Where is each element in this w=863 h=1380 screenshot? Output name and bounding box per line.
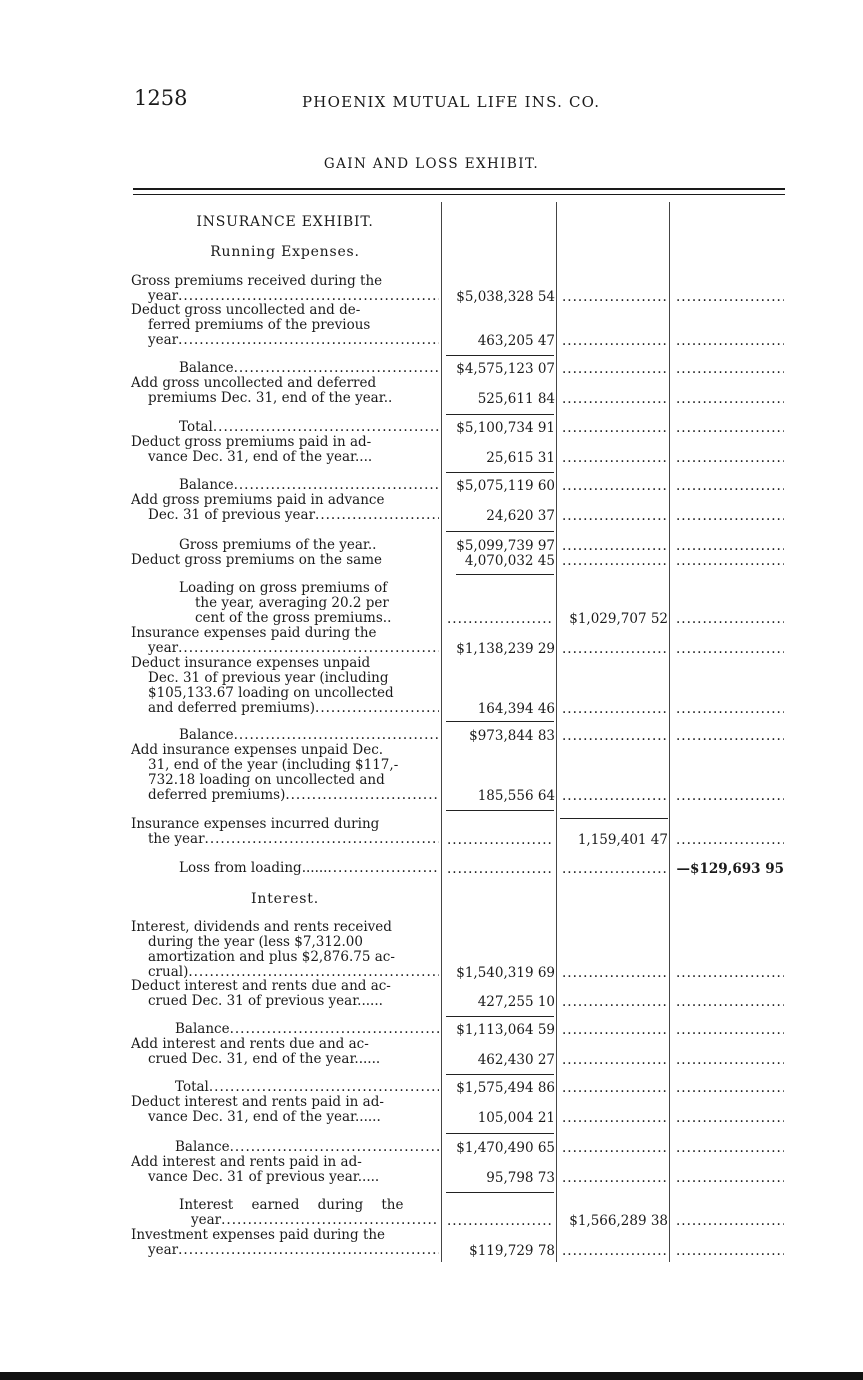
amount-cell: 427,255 10 — [477, 994, 555, 1010]
leader-dots — [676, 538, 784, 554]
row-label — [131, 920, 439, 980]
leader-dots — [562, 861, 666, 877]
amount-cell: 105,004 21 — [477, 1110, 555, 1126]
row-label-line: Insurance expenses paid during the — [131, 626, 377, 641]
amount-cell: 25,615 31 — [486, 450, 555, 466]
row-label-line: Add interest and rents paid in ad- — [131, 1155, 362, 1170]
leader-dots — [562, 333, 666, 349]
interest-heading: Interest. — [251, 891, 319, 907]
row-label-line: Add gross uncollected and deferred — [131, 376, 377, 391]
row-label-line: Interest earned during the — [179, 1198, 404, 1213]
scan-edge — [0, 1372, 863, 1380]
amount-cell: $1,470,490 65 — [456, 1140, 555, 1156]
leader-dots — [562, 965, 666, 981]
amount-cell: $5,038,328 54 — [456, 289, 555, 305]
row-label-line: Dec. 31 of previous year — [148, 508, 316, 523]
amount-cell: $1,566,289 38 — [569, 1213, 668, 1229]
row-label-line: Insurance expenses incurred during — [131, 817, 380, 832]
subtotal-rule — [446, 531, 554, 532]
row-label-line: ferred premiums of the previous — [148, 318, 371, 333]
row-label — [131, 303, 439, 348]
column-divider-3 — [669, 202, 670, 1262]
row-label-line: cent of the gross premiums.. — [195, 611, 392, 626]
row-label-line: Gross premiums of the year.. — [179, 538, 377, 553]
amount-cell: $119,729 78 — [469, 1243, 555, 1259]
row-label-line: crual) — [148, 965, 189, 980]
row-label — [131, 420, 439, 435]
amount-cell: 1,159,401 47 — [577, 832, 668, 848]
row-label — [131, 817, 439, 847]
subtotal-rule — [446, 721, 554, 722]
leader-dots — [562, 1170, 666, 1186]
amount-cell: 95,798 73 — [486, 1170, 555, 1186]
row-label-line: Balance — [179, 478, 234, 493]
leader-dots — [562, 538, 666, 554]
subtotal-rule — [446, 472, 554, 473]
leader-dots — [676, 1213, 784, 1229]
leader-dots — [676, 361, 784, 377]
amount-cell: $1,113,064 59 — [456, 1022, 555, 1038]
row-label-line: vance Dec. 31, end of the year.... — [148, 450, 373, 465]
leader-dots — [676, 641, 784, 657]
row-label-line: Balance — [175, 1140, 230, 1155]
row-label — [131, 1155, 439, 1185]
row-label — [131, 553, 439, 568]
leader-dots — [676, 832, 784, 848]
leader-dots — [676, 701, 784, 717]
leader-dots — [562, 641, 666, 657]
leader-dots — [676, 728, 784, 744]
amount-cell: 525,611 84 — [477, 391, 555, 407]
leader-dots — [676, 1170, 784, 1186]
amount-cell: $1,138,239 29 — [456, 641, 555, 657]
row-label-line: year — [148, 1243, 179, 1258]
leader-dots — [562, 788, 666, 804]
subtotal-rule — [456, 574, 554, 575]
row-label — [131, 478, 439, 493]
row-label-line: deferred premiums) — [148, 788, 286, 803]
leader-dots — [562, 450, 666, 466]
insurance-exhibit-heading: INSURANCE EXHIBIT. — [196, 214, 374, 230]
row-label-line: year — [148, 641, 179, 656]
amount-cell: $5,075,119 60 — [456, 478, 555, 494]
row-label — [131, 1095, 439, 1125]
row-label-line: the year, averaging 20.2 per — [195, 596, 389, 611]
row-label-line: Add gross premiums paid in advance — [131, 493, 385, 508]
row-label-line: Add insurance expenses unpaid Dec. — [131, 743, 384, 758]
leader-dots — [562, 478, 666, 494]
row-label-line: vance Dec. 31, end of the year...... — [148, 1110, 381, 1125]
leader-dots — [676, 478, 784, 494]
row-label-line: year — [191, 1213, 222, 1228]
leader-dots — [676, 965, 784, 981]
leader-dots — [676, 994, 784, 1010]
leader-dots — [676, 1110, 784, 1126]
row-label-line: Deduct gross premiums on the same — [131, 553, 382, 568]
row-label — [131, 656, 439, 716]
section-title: GAIN AND LOSS EXHIBIT. — [323, 156, 540, 172]
row-label — [131, 626, 439, 656]
row-label-line: Gross premiums received during the — [131, 274, 383, 289]
column-divider-1 — [441, 202, 442, 1262]
leader-dots — [447, 861, 553, 877]
subtotal-rule — [446, 1133, 554, 1134]
row-label-line: Loss from loading...... — [179, 861, 328, 876]
amount-cell: $5,100,734 91 — [456, 420, 555, 436]
row-label — [131, 1228, 439, 1258]
leader-dots — [562, 1140, 666, 1156]
row-label-line: premiums Dec. 31, end of the year.. — [148, 391, 393, 406]
leader-dots — [676, 289, 784, 305]
running-expenses-heading: Running Expenses. — [210, 244, 360, 260]
top-rule-thick — [133, 188, 785, 190]
row-label — [131, 493, 439, 523]
leader-dots — [676, 420, 784, 436]
row-label-line: year — [148, 289, 179, 304]
row-label-line: Interest, dividends and rents received — [131, 920, 392, 935]
leader-dots — [562, 701, 666, 717]
amount-cell: $1,575,494 86 — [456, 1080, 555, 1096]
leader-dots — [562, 728, 666, 744]
leader-dots — [562, 994, 666, 1010]
leader-dots — [562, 1110, 666, 1126]
row-label — [131, 538, 439, 553]
leader-dots — [447, 1213, 553, 1229]
column-divider-2 — [556, 202, 557, 1262]
row-label — [131, 743, 439, 803]
leader-dots — [562, 553, 666, 569]
row-label-line: the year — [148, 832, 205, 847]
row-label — [131, 376, 439, 406]
row-label-line: year — [148, 333, 179, 348]
leader-dots — [562, 1243, 666, 1259]
row-label-line: vance Dec. 31 of previous year..... — [148, 1170, 380, 1185]
leader-dots — [676, 553, 784, 569]
row-label — [131, 361, 439, 376]
row-label-line: Deduct interest and rents due and ac- — [131, 979, 391, 994]
row-label — [131, 728, 439, 743]
row-label — [131, 861, 439, 876]
leader-dots — [562, 289, 666, 305]
row-label — [131, 1198, 439, 1228]
row-label-line: $105,133.67 loading on uncollected — [148, 686, 394, 701]
row-label-line: Balance — [175, 1022, 230, 1037]
amount-cell: $1,540,319 69 — [456, 965, 555, 981]
row-label-line: Total — [175, 1080, 209, 1095]
row-label-line: during the year (less $7,312.00 — [148, 935, 363, 950]
amount-cell: $1,029,707 52 — [569, 611, 668, 627]
amount-cell: 462,430 27 — [477, 1052, 555, 1068]
leader-dots — [447, 832, 553, 848]
row-label-line: Add interest and rents due and ac- — [131, 1037, 369, 1052]
subtotal-rule — [446, 810, 554, 811]
row-label — [131, 435, 439, 465]
leader-dots — [676, 611, 784, 627]
row-label-line: Deduct interest and rents paid in ad- — [131, 1095, 384, 1110]
row-label-line: crued Dec. 31, end of the year...... — [148, 1052, 381, 1067]
leader-dots — [562, 420, 666, 436]
leader-dots — [676, 1080, 784, 1096]
leader-dots — [676, 333, 784, 349]
page-number: 1258 — [134, 86, 188, 110]
top-rule-thin — [133, 194, 785, 195]
row-label-line: Investment expenses paid during the — [131, 1228, 386, 1243]
subtotal-rule — [446, 1016, 554, 1017]
row-label-line: Balance — [179, 728, 234, 743]
leader-dots — [676, 1022, 784, 1038]
row-label-line: Deduct gross uncollected and de- — [131, 303, 361, 318]
running-head: PHOENIX MUTUAL LIFE INS. CO. — [302, 93, 601, 111]
row-label-line: Balance — [179, 361, 234, 376]
row-label-line: Total — [179, 420, 213, 435]
row-label-line: 732.18 loading on uncollected and — [148, 773, 385, 788]
leader-dots — [562, 1080, 666, 1096]
row-label-line: Deduct insurance expenses unpaid — [131, 656, 371, 671]
leader-dots — [562, 508, 666, 524]
row-label-line: crued Dec. 31 of previous year...... — [148, 994, 383, 1009]
row-label — [131, 1022, 439, 1037]
row-label — [131, 1140, 439, 1155]
row-label — [131, 581, 439, 626]
leader-dots — [676, 788, 784, 804]
subtotal-rule — [446, 355, 554, 356]
row-label-line: Loading on gross premiums of — [179, 581, 388, 596]
amount-cell: $973,844 83 — [469, 728, 555, 744]
leader-dots — [562, 391, 666, 407]
amount-cell: $4,575,123 07 — [456, 361, 555, 377]
row-label-line: Deduct gross premiums paid in ad- — [131, 435, 372, 450]
leader-dots — [562, 1022, 666, 1038]
leader-dots — [447, 611, 553, 627]
row-label-line: Dec. 31 of previous year (including — [148, 671, 389, 686]
leader-dots — [562, 361, 666, 377]
row-label — [131, 1037, 439, 1067]
subtotal-rule — [446, 1192, 554, 1193]
loss-amount: —$129,693 95 — [676, 861, 784, 877]
leader-dots — [676, 391, 784, 407]
leader-dots — [562, 1052, 666, 1068]
row-label-line: 31, end of the year (including $117,- — [148, 758, 399, 773]
amount-cell: 164,394 46 — [477, 701, 555, 717]
leader-dots — [676, 450, 784, 466]
leader-dots — [676, 508, 784, 524]
subtotal-rule — [446, 1074, 554, 1075]
row-label — [131, 979, 439, 1009]
amount-cell: 463,205 47 — [477, 333, 555, 349]
amount-cell: $5,099,739 97 — [456, 538, 555, 554]
subtotal-rule — [560, 818, 668, 819]
amount-cell: 24,620 37 — [486, 508, 555, 524]
leader-dots — [676, 1052, 784, 1068]
subtotal-rule — [446, 414, 554, 415]
amount-cell: 185,556 64 — [477, 788, 555, 804]
leader-dots — [676, 1140, 784, 1156]
row-label — [131, 1080, 439, 1095]
row-label-line: amortization and plus $2,876.75 ac- — [148, 950, 395, 965]
leader-dots — [676, 1243, 784, 1259]
amount-cell: 4,070,032 45 — [464, 553, 555, 569]
row-label — [131, 274, 439, 304]
row-label-line: and deferred premiums) — [148, 701, 316, 716]
